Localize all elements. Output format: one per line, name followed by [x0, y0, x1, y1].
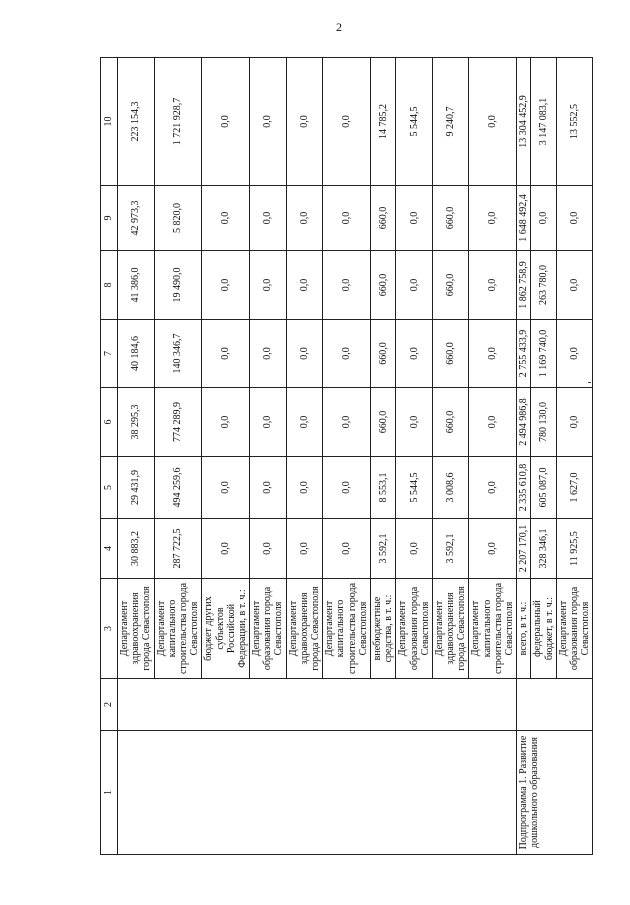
value-cell: 605 087,0	[531, 457, 556, 519]
value-cell: 0,0	[531, 186, 556, 251]
column-number: 3	[101, 579, 118, 679]
scan-mark	[588, 382, 591, 383]
budget-table	[100, 57, 593, 855]
row-label: Департамент капитального строительства города Севастополя	[323, 579, 371, 679]
value-cell: 19 490,0	[154, 251, 202, 320]
value-cell: 0,0	[323, 519, 371, 579]
value-cell: 0,0	[556, 251, 593, 320]
value-cell: 0,0	[323, 58, 371, 186]
value-cell: 0,0	[286, 186, 323, 251]
value-cell: 0,0	[323, 186, 371, 251]
row-label: Департамент капитального строительства города Севастополя	[469, 579, 517, 679]
blank-cell	[517, 679, 593, 731]
value-cell: 0,0	[202, 388, 250, 457]
value-cell: 0,0	[250, 388, 287, 457]
column-number: 2	[101, 679, 118, 731]
value-cell: 0,0	[396, 186, 433, 251]
column-number: 8	[101, 251, 118, 320]
value-cell: 1 627,0	[556, 457, 593, 519]
value-cell: 0,0	[469, 388, 517, 457]
value-cell: 0,0	[286, 251, 323, 320]
row-label: Департамент здравоохранения города Севастополя	[118, 579, 155, 679]
value-cell: 0,0	[556, 186, 593, 251]
value-cell: 0,0	[396, 519, 433, 579]
value-cell: 140 346,7	[154, 320, 202, 388]
value-cell: 660,0	[432, 251, 469, 320]
value-cell: 14 785,2	[370, 58, 395, 186]
value-cell: 780 130,0	[531, 388, 556, 457]
value-cell: 3 592,1	[432, 519, 469, 579]
value-cell: 9 240,7	[432, 58, 469, 186]
value-cell: 41 386,0	[118, 251, 155, 320]
row-label: Департамент образования города Севастополя	[250, 579, 287, 679]
value-cell: 3 008,6	[432, 457, 469, 519]
value-cell: 660,0	[432, 320, 469, 388]
value-cell: 13 304 452,9	[517, 58, 531, 186]
row-label: Департамент капитального строительства города Севастополя	[154, 579, 202, 679]
row-label: федеральный бюджет, в т. ч.:	[531, 579, 556, 679]
value-cell: 2 207 170,1	[517, 519, 531, 579]
value-cell: 0,0	[469, 251, 517, 320]
row-label: Департамент образования города Севастополя	[556, 579, 593, 679]
value-cell: 0,0	[556, 388, 593, 457]
value-cell: 40 184,6	[118, 320, 155, 388]
blank-cell	[118, 731, 517, 855]
value-cell: 660,0	[370, 320, 395, 388]
row-label: всего, в т. ч.:	[517, 579, 531, 679]
value-cell: 0,0	[556, 320, 593, 388]
value-cell: 0,0	[469, 58, 517, 186]
column-number: 9	[101, 186, 118, 251]
value-cell: 3 147 083,1	[531, 58, 556, 186]
value-cell: 660,0	[370, 251, 395, 320]
value-cell: 0,0	[250, 251, 287, 320]
value-cell: 0,0	[202, 320, 250, 388]
value-cell: 0,0	[286, 58, 323, 186]
row-label: Департамент здравоохранения города Севастополя	[286, 579, 323, 679]
table-row	[118, 58, 155, 855]
rotated-table-content	[100, 58, 592, 855]
value-cell: 5 544,5	[396, 457, 433, 519]
value-cell: 1 169 740,0	[531, 320, 556, 388]
value-cell: 287 722,5	[154, 519, 202, 579]
value-cell: 13 552,5	[556, 58, 593, 186]
column-number: 6	[101, 388, 118, 457]
value-cell: 0,0	[286, 457, 323, 519]
row-label: внебюджетные средства, в т. ч.:	[370, 579, 395, 679]
value-cell: 0,0	[286, 519, 323, 579]
value-cell: 0,0	[323, 388, 371, 457]
value-cell: 2 494 986,8	[517, 388, 531, 457]
value-cell: 0,0	[202, 519, 250, 579]
value-cell: 660,0	[370, 186, 395, 251]
column-number: 10	[101, 58, 118, 186]
value-cell: 660,0	[370, 388, 395, 457]
column-number: 4	[101, 519, 118, 579]
value-cell: 5 544,5	[396, 58, 433, 186]
value-cell: 0,0	[250, 58, 287, 186]
value-cell: 2 755 433,9	[517, 320, 531, 388]
value-cell: 774 289,9	[154, 388, 202, 457]
blank-cell	[118, 679, 517, 731]
value-cell: 0,0	[202, 457, 250, 519]
value-cell: 660,0	[432, 186, 469, 251]
value-cell: 0,0	[469, 519, 517, 579]
row-label: Департамент образования города Севастополя	[396, 579, 433, 679]
value-cell: 0,0	[250, 186, 287, 251]
value-cell: 0,0	[202, 58, 250, 186]
value-cell: 0,0	[323, 251, 371, 320]
value-cell: 263 780,0	[531, 251, 556, 320]
value-cell: 0,0	[286, 388, 323, 457]
value-cell: 38 295,3	[118, 388, 155, 457]
value-cell: 2 335 610,8	[517, 457, 531, 519]
value-cell: 42 973,3	[118, 186, 155, 251]
value-cell: 0,0	[469, 186, 517, 251]
value-cell: 5 820,0	[154, 186, 202, 251]
row-label: бюджет других субъектов Российской Федерации, в т. ч.:	[202, 579, 250, 679]
value-cell: 0,0	[250, 320, 287, 388]
value-cell: 0,0	[250, 457, 287, 519]
table-row	[517, 58, 531, 855]
value-cell: 0,0	[323, 457, 371, 519]
value-cell: 29 431,9	[118, 457, 155, 519]
value-cell: 1 862 758,9	[517, 251, 531, 320]
column-number: 1	[101, 731, 118, 855]
value-cell: 30 883,2	[118, 519, 155, 579]
value-cell: 1 648 492,4	[517, 186, 531, 251]
value-cell: 1 721 928,7	[154, 58, 202, 186]
value-cell: 0,0	[202, 186, 250, 251]
column-number: 7	[101, 320, 118, 388]
value-cell: 494 259,6	[154, 457, 202, 519]
value-cell: 11 925,5	[556, 519, 593, 579]
value-cell: 8 553,1	[370, 457, 395, 519]
value-cell: 3 592,1	[370, 519, 395, 579]
value-cell: 328 346,1	[531, 519, 556, 579]
value-cell: 0,0	[396, 251, 433, 320]
rotated-table-frame	[100, 58, 592, 855]
column-number: 5	[101, 457, 118, 519]
value-cell: 0,0	[250, 519, 287, 579]
value-cell: 0,0	[396, 388, 433, 457]
value-cell: 0,0	[396, 320, 433, 388]
row-label: Департамент здравоохранения города Севастополя	[432, 579, 469, 679]
page-number: 2	[336, 20, 342, 34]
value-cell: 0,0	[202, 251, 250, 320]
value-cell: 223 154,3	[118, 58, 155, 186]
value-cell: 0,0	[323, 320, 371, 388]
value-cell: 660,0	[432, 388, 469, 457]
value-cell: 0,0	[286, 320, 323, 388]
value-cell: 0,0	[469, 457, 517, 519]
value-cell: 0,0	[469, 320, 517, 388]
column-number-row	[101, 58, 118, 855]
program-name: Подпрограмма 1. Развитие дошкольного образования	[517, 731, 593, 855]
